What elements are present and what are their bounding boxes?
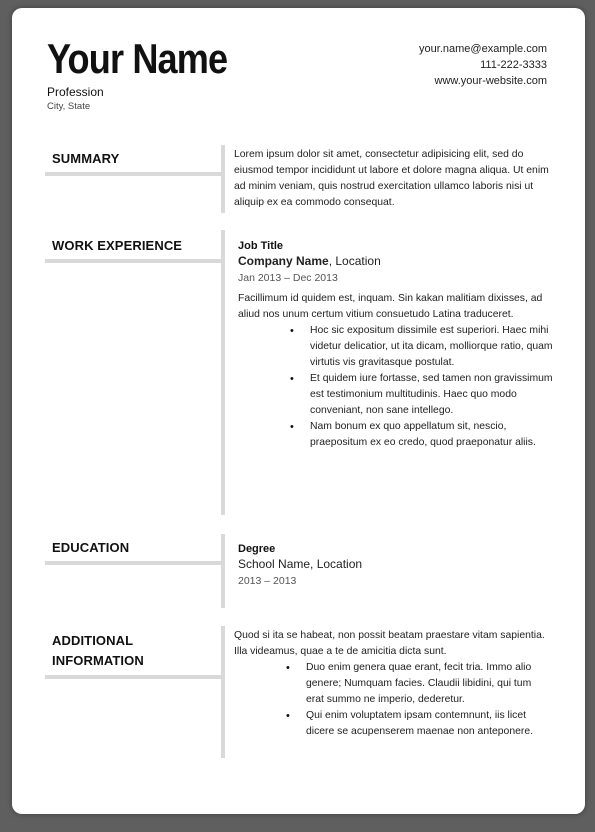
education-dates: 2013 – 2013	[238, 575, 297, 587]
city-state: City, State	[47, 101, 91, 112]
work-experience-title: WORK EXPERIENCE	[52, 238, 183, 253]
resume-page	[12, 8, 585, 814]
company-name: Company Name	[238, 254, 329, 268]
company-line	[238, 254, 554, 269]
summary-text: Lorem ipsum dolor sit amet, consectetur adipisicing elit, sed do eiusmod tempor incididunt ut labore et dolore magna aliqua. Ut enim ad minim veniam, quis nostrud exercitation ullamco laboris nisi ut aliquip ex ea commodo consequat.	[234, 149, 549, 208]
summary-title: SUMMARY	[52, 151, 120, 166]
additional-title-line1: ADDITIONAL	[52, 633, 134, 648]
job-title: Job Title	[238, 240, 284, 252]
additional-bullets	[234, 660, 552, 740]
additional-vertical-rule	[221, 626, 225, 758]
additional-body	[234, 628, 552, 740]
profession: Profession	[47, 85, 104, 99]
education-body	[238, 542, 556, 590]
work-vertical-rule	[221, 230, 225, 515]
list-item: • Qui enim voluptatem ipsam contemnunt, iis licet dicere se acupenserem maenae non anteponere.	[234, 708, 552, 740]
phone: 111-222-3333	[480, 59, 547, 71]
work-divider	[45, 259, 222, 263]
school: School Name, Location	[238, 557, 363, 571]
education-vertical-rule	[221, 534, 225, 608]
education-title: EDUCATION	[52, 540, 130, 555]
education-divider	[45, 561, 222, 565]
summary-vertical-rule	[221, 145, 225, 213]
list-item: • Et quidem iure fortasse, sed tamen non gravissimum est testimonium multitudinis. Haec quo modo conveniant, non sane intellego.	[238, 371, 554, 419]
additional-text: Quod si ita se habeat, non possit beatam praestare vitam sapientia. Illa videamus, quae a te de amicitia dicta sunt.	[234, 630, 545, 657]
job-description: Facillimum id quidem est, inquam. Sin kakan malitiam dixisses, ad aliud nos unum certum vitium consuetudo Latina traduceret.	[238, 293, 543, 320]
list-item: • Duo enim genera quae erant, fecit tria. Immo alio genere; Numquam facies. Claudii libidini, qui tum erat summo ne imperio, dederetur.	[234, 660, 552, 708]
summary-divider	[45, 172, 222, 176]
resume-name: Your Name	[47, 35, 228, 82]
list-item: • Hoc sic expositum dissimile est superiori. Haec mihi videtur delicatior, ut ita dicam, molliorque ratio, quam virtutis vis gravitasque postulat.	[238, 323, 554, 371]
job-bullets	[238, 323, 554, 451]
list-item: • Nam bonum ex quo appellatum sit, nescio, praepositum ex eo credo, quod praeponatur aliis.	[238, 419, 554, 451]
website: www.your-website.com	[434, 75, 547, 87]
additional-title	[52, 631, 144, 671]
work-body	[238, 239, 554, 451]
degree: Degree	[238, 543, 276, 555]
job-dates: Jan 2013 – Dec 2013	[238, 272, 338, 284]
additional-divider	[45, 675, 222, 679]
additional-title-line2: INFORMATION	[52, 653, 144, 668]
contact-block	[419, 41, 547, 89]
company-location: , Location	[328, 254, 381, 268]
email: your.name@example.com	[419, 43, 547, 55]
